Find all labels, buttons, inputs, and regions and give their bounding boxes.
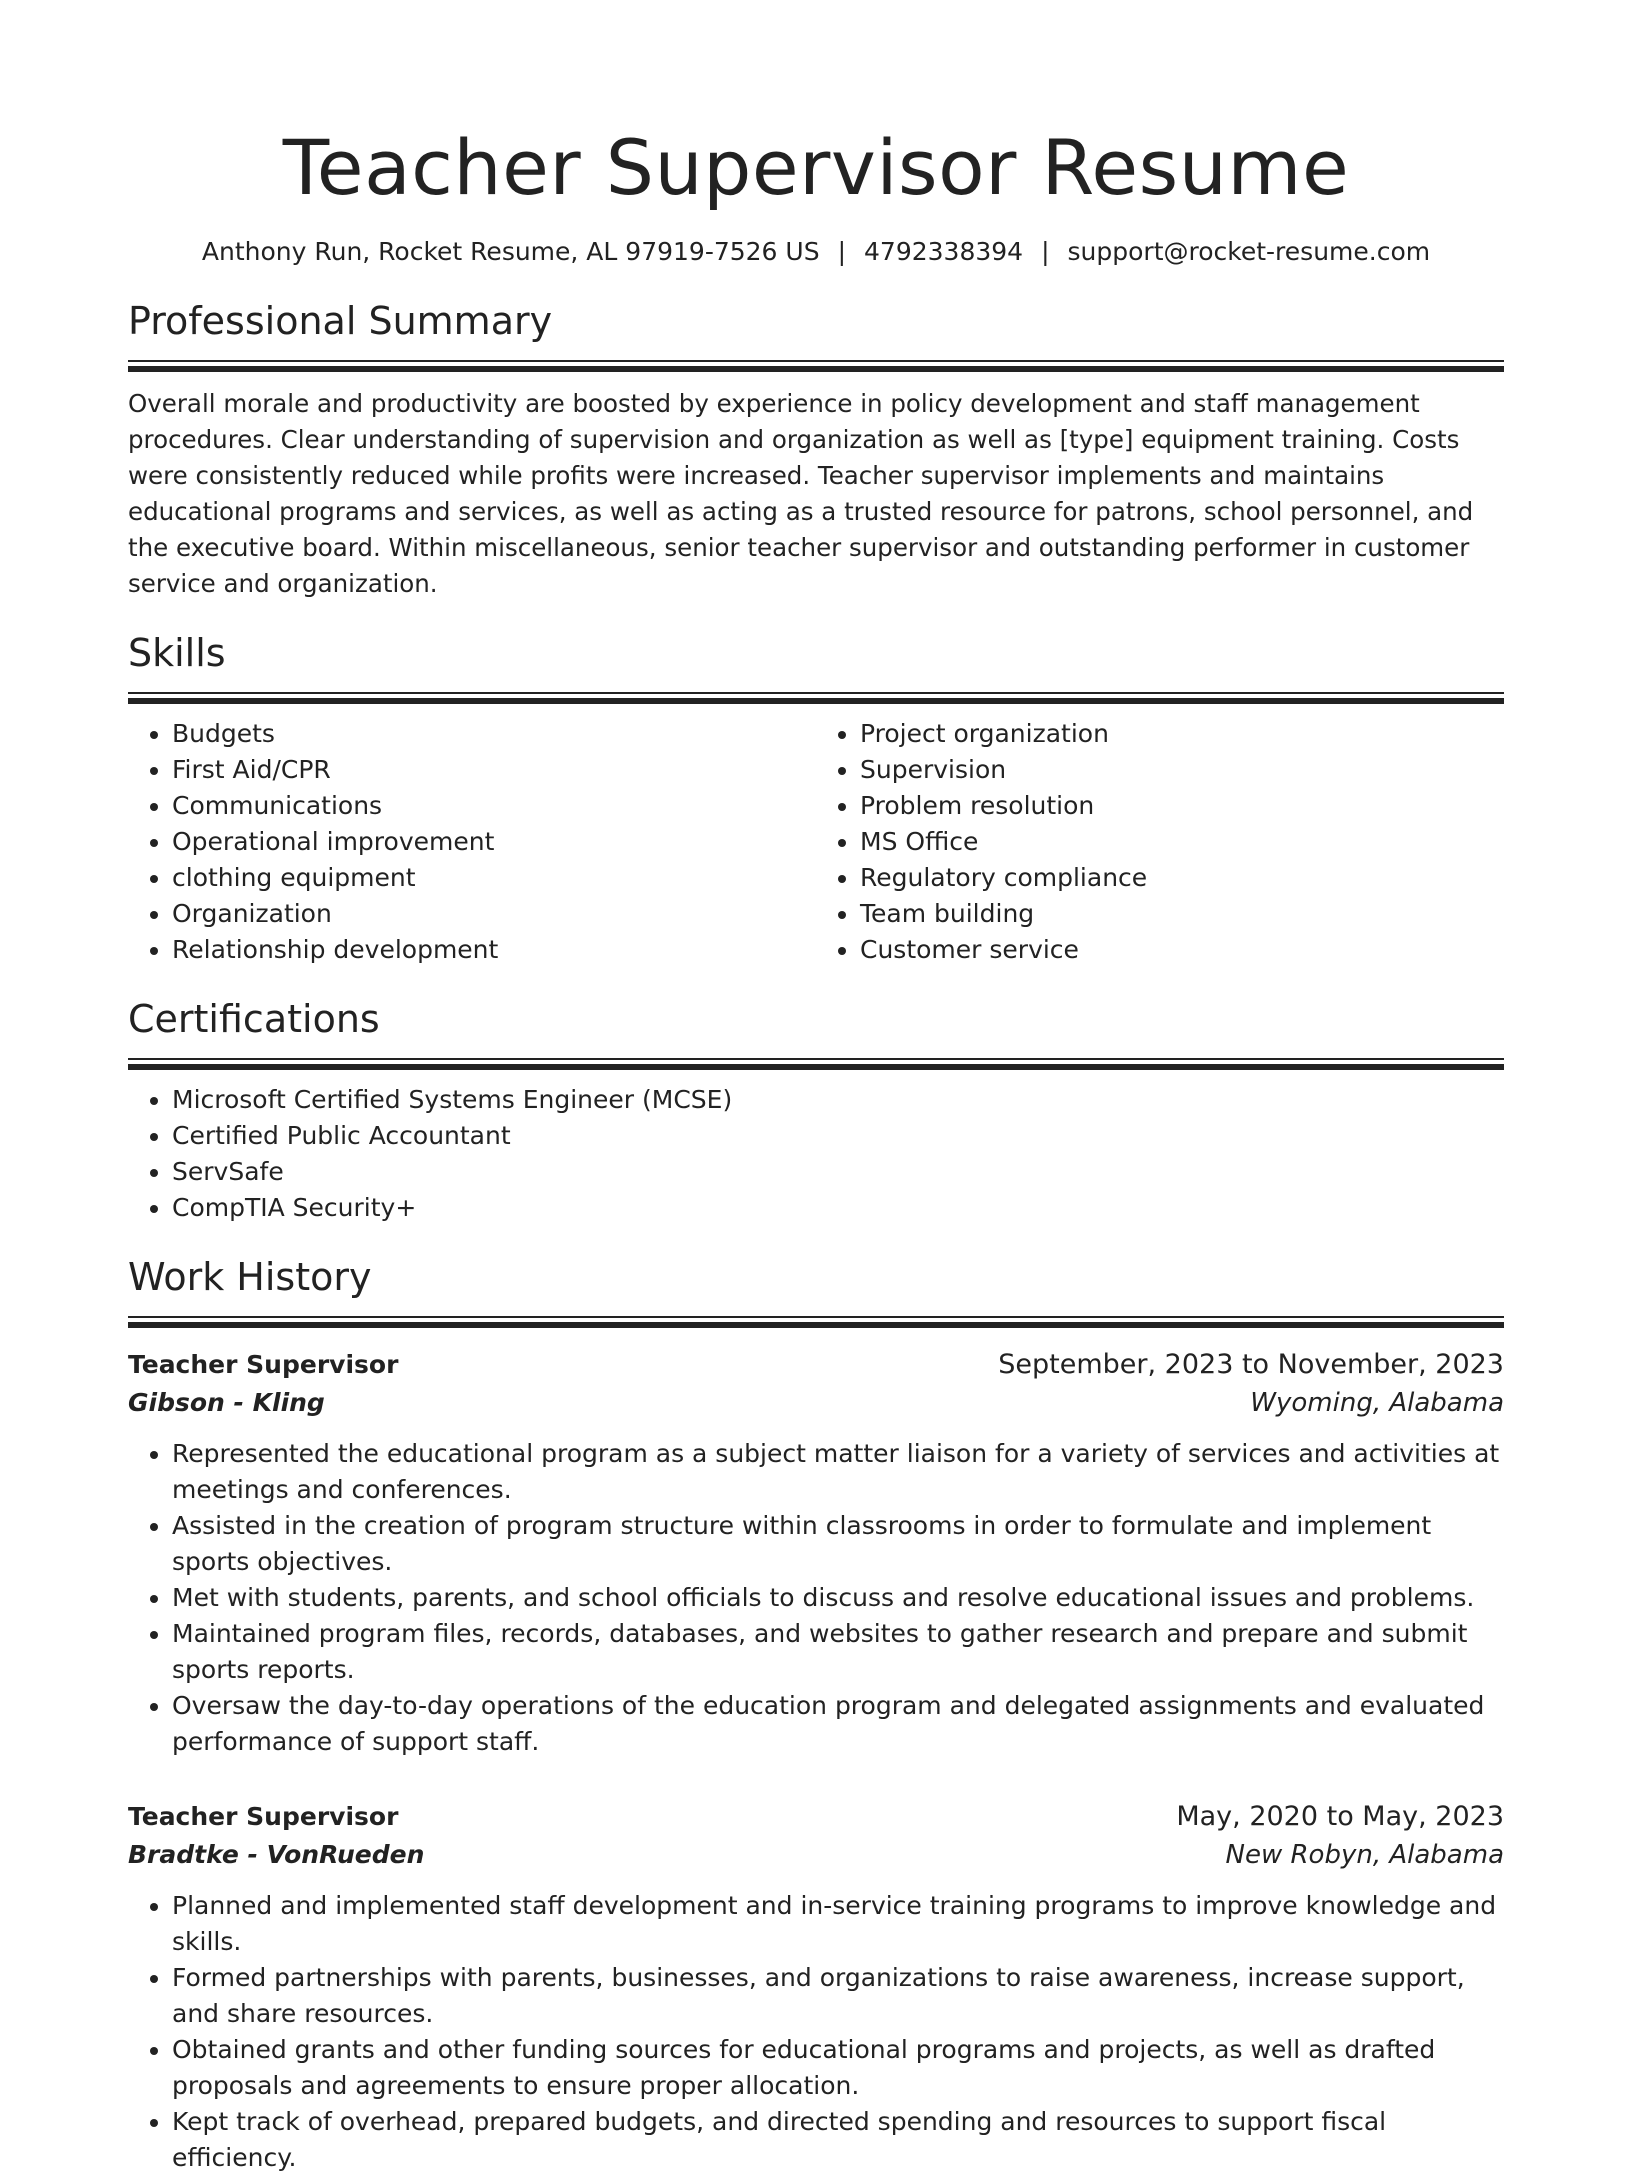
certification-item: • ServSafe (172, 1154, 1504, 1190)
certification-item: • Microsoft Certified Systems Engineer (MCSE) (172, 1082, 1504, 1118)
job-bullet: • Represented the educational program as a subject matter liaison for a variety of services and activities at meetings and conferences. (172, 1436, 1504, 1508)
section-heading: Work History (128, 1255, 372, 1299)
skill-item: • Budgets (172, 716, 816, 752)
page-title: Teacher Supervisor Resume (282, 123, 1350, 212)
job-bullet: • Formed partnerships with parents, businesses, and organizations to raise awareness, increase support, and share resources. (172, 1960, 1504, 2032)
job-bullet: • Kept track of overhead, prepared budgets, and directed spending and resources to support fiscal efficiency. (172, 2104, 1504, 2176)
job-bullets (128, 1888, 1504, 2176)
job-bullet: • Planned and implemented staff development and in-service training programs to improve knowledge and skills. (172, 1888, 1504, 1960)
section-divider (128, 360, 1504, 372)
job-bullets (128, 1436, 1504, 1760)
skill-item: • MS Office (860, 824, 1504, 860)
skills-section (128, 628, 1504, 968)
job-location: Wyoming, Alabama (1250, 1388, 1504, 1418)
job-bullet: • Oversaw the day-to-day operations of the education program and delegated assignments and evaluated performance of support staff. (172, 1688, 1504, 1760)
contact-email: support@rocket-resume.com (1067, 237, 1431, 266)
skill-item: • Customer service (860, 932, 1504, 968)
certification-item: • Certified Public Accountant (172, 1118, 1504, 1154)
skill-item: • Supervision (860, 752, 1504, 788)
summary-section (128, 296, 1504, 602)
contact-line (128, 234, 1504, 270)
job-title: Teacher Supervisor (128, 1350, 399, 1379)
job-entry (128, 1798, 1504, 2176)
job-header-row (128, 1346, 1504, 1384)
section-divider (128, 1058, 1504, 1070)
skill-item: • First Aid/CPR (172, 752, 816, 788)
job-company-row (128, 1836, 1504, 1874)
certification-item: • CompTIA Security+ (172, 1190, 1504, 1226)
summary-text: Overall morale and productivity are boosted by experience in policy development and staff management procedures. Clear understanding of supervision and organization as well as [type] equipment training. Costs were consistently reduced while profits were increased. Teacher supervisor implements and maintains educational programs and services, as well as acting as a trusted resource for patrons, school personnel, and the executive board. Within miscellaneous, senior teacher supervisor and outstanding performer in customer service and organization. (128, 389, 1474, 598)
skills-column-right (816, 716, 1504, 968)
job-company-row (128, 1384, 1504, 1422)
job-entry (128, 1346, 1504, 1760)
contact-separator: | (1041, 237, 1050, 266)
contact-separator: | (837, 237, 847, 266)
skills-column-left (128, 716, 816, 968)
skills-list (816, 716, 1504, 968)
skill-item: • clothing equipment (172, 860, 816, 896)
job-bullet: • Assisted in the creation of program structure within classrooms in order to formulate and implement sports objectives. (172, 1508, 1504, 1580)
skill-item: • Problem resolution (860, 788, 1504, 824)
skills-list (128, 716, 816, 968)
section-heading: Professional Summary (128, 299, 553, 343)
section-heading: Skills (128, 631, 226, 675)
job-bullet: • Maintained program files, records, databases, and websites to gather research and prepare and submit sports reports. (172, 1616, 1504, 1688)
job-title: Teacher Supervisor (128, 1802, 399, 1831)
skill-item: • Regulatory compliance (860, 860, 1504, 896)
work-history-section (128, 1252, 1504, 2176)
skill-item: • Operational improvement (172, 824, 816, 860)
section-heading: Certifications (128, 997, 380, 1041)
job-dates: September, 2023 to November, 2023 (998, 1349, 1504, 1380)
skills-grid (128, 716, 1504, 968)
certifications-list (128, 1082, 1504, 1226)
skill-item: • Team building (860, 896, 1504, 932)
section-divider (128, 692, 1504, 704)
skill-item: • Project organization (860, 716, 1504, 752)
skill-item: • Organization (172, 896, 816, 932)
job-bullet: • Met with students, parents, and school officials to discuss and resolve educational issues and problems. (172, 1580, 1504, 1616)
job-header-row (128, 1798, 1504, 1836)
section-divider (128, 1316, 1504, 1328)
job-location: New Robyn, Alabama (1225, 1840, 1504, 1870)
job-dates: May, 2020 to May, 2023 (1176, 1801, 1504, 1832)
job-company: Bradtke - VonRueden (128, 1840, 425, 1869)
skill-item: • Communications (172, 788, 816, 824)
contact-phone: 4792338394 (864, 237, 1024, 266)
certifications-section (128, 994, 1504, 1226)
job-bullet: • Obtained grants and other funding sources for educational programs and projects, as well as drafted proposals and agreements to ensure proper allocation. (172, 2032, 1504, 2104)
job-company: Gibson - Kling (128, 1388, 325, 1417)
skill-item: • Relationship development (172, 932, 816, 968)
contact-address: Anthony Run, Rocket Resume, AL 97919-7526 US (201, 237, 820, 266)
